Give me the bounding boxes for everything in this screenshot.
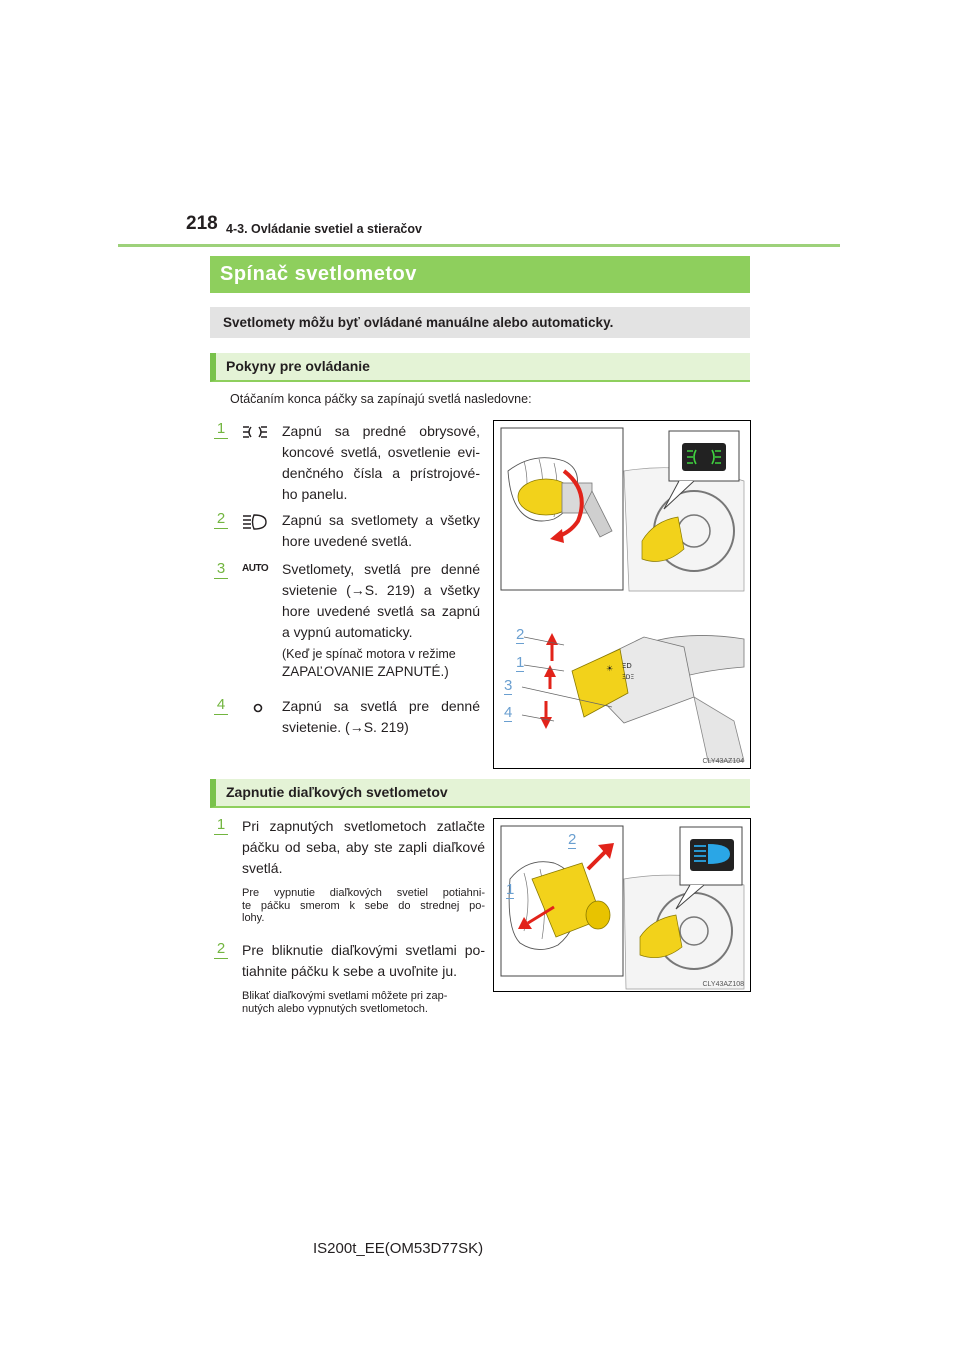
high-beam-heading: Zapnutie diaľkových svetlometov	[210, 779, 750, 808]
callout-label: 1	[506, 881, 515, 898]
auto-text-icon: AUTO	[242, 563, 269, 574]
step-number: 4	[214, 696, 228, 715]
step-number: 1	[214, 420, 228, 439]
off-circle-icon	[252, 702, 264, 714]
step-number: 2	[214, 940, 228, 959]
high-beam-step-1-note: Pre vypnutie diaľkových svetiel potiahni- te páčku smerom k sebe do strednej po- lohy.	[242, 887, 485, 924]
step-1-text: Zapnú sa predné obrysové, koncové svetlá, osvetlenie evi- denčného čísla a prístrojové- ho panelu.	[282, 423, 480, 502]
step-4-text: Zapnú sa svetlá pre denné svietenie. (→S. 219)	[282, 698, 480, 735]
page-number: 218	[186, 213, 218, 234]
position-lights-icon	[242, 424, 268, 440]
chapter-title: 4-3. Ovládanie svetiel a stieračov	[226, 222, 422, 236]
operation-intro: Otáčaním konca páčky sa zapínajú svetlá nasledovne:	[230, 392, 532, 406]
callout-label: 2	[516, 626, 525, 643]
high-beam-step-2-text: Pre bliknutie diaľkovými svetlami po- tiahnite páčku k sebe a uvoľnite ju.	[242, 942, 485, 979]
section-summary: Svetlomety môžu byť ovládané manuálne alebo automaticky.	[210, 307, 750, 338]
step-3-note: (Keď je spínač motora v režime ZAPAĽOVANIE ZAPNUTÉ.)	[282, 647, 456, 679]
high-beam-illustration	[493, 818, 751, 992]
high-beam-step-2-note: Blikať diaľkovými svetlami môžete pri zap- nutých alebo vypnutých svetlometoch.	[242, 990, 448, 1015]
step-number: 2	[214, 510, 228, 529]
callout-label: 1	[516, 654, 525, 671]
svg-text:ΞD: ΞD	[622, 662, 632, 670]
step-number: 1	[214, 816, 228, 835]
headlight-switch-illustration	[493, 420, 751, 769]
high-beam-step-1-text: Pri zapnutých svetlometoch zatlačte páčku od seba, aby ste zapli diaľkové svetlá.	[242, 818, 485, 876]
section-title: Spínač svetlometov	[210, 256, 750, 293]
callout-label: 2	[568, 831, 577, 848]
step-3-text: Svetlomety, svetlá pre denné svietenie (→S. 219) a všetky hore uvedené svetlá sa zapnú a vypnú automaticky.	[282, 561, 480, 640]
callout-label: 4	[504, 704, 513, 721]
callout-label: 3	[504, 677, 513, 694]
operation-heading: Pokyny pre ovládanie	[210, 353, 750, 382]
header-divider	[118, 244, 840, 247]
model-code: IS200t_EE(OM53D77SK)	[313, 1240, 484, 1257]
svg-text:ΞDΞ: ΞDΞ	[622, 674, 635, 681]
svg-text:☀: ☀	[606, 664, 614, 673]
step-number: 3	[214, 560, 228, 579]
step-2-text: Zapnú sa svetlomety a všetky hore uvedené svetlá.	[282, 512, 480, 549]
figure-code: CLY43AZ104	[702, 758, 744, 765]
figure-code: CLY43AZ108	[702, 981, 744, 988]
headlight-icon	[242, 513, 268, 531]
